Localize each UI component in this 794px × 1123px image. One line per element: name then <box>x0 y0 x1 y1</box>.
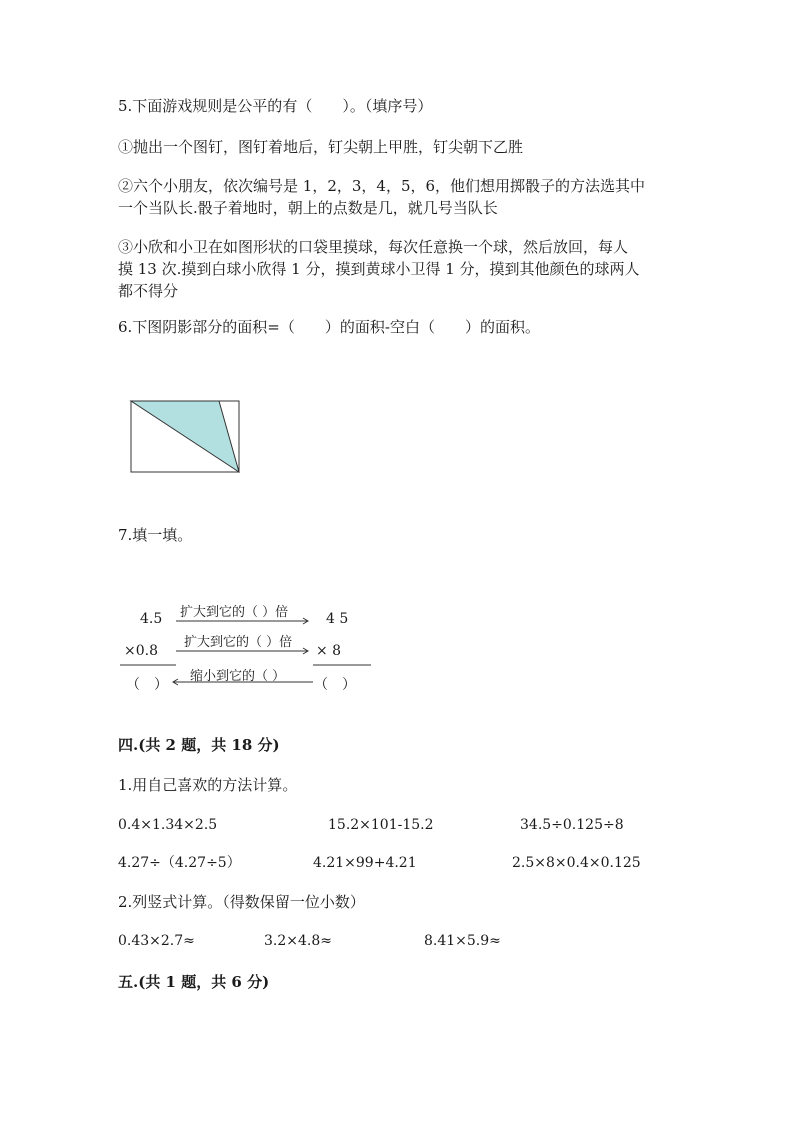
q5-option-1: ①抛出一个图钉，图钉着地后，钉尖朝上甲胜，钉尖朝下乙胜 <box>118 138 524 156</box>
fill-in-diagram <box>118 595 388 700</box>
calc-item: 4.27÷（4.27÷5） <box>118 855 241 871</box>
section-4-heading: 四.(共 2 题，共 18 分) <box>118 736 280 754</box>
vertical-calc-item: 0.43×2.7≈ <box>118 933 195 949</box>
blank-right: （ ） <box>314 677 356 693</box>
vertical-calc-item: 3.2×4.8≈ <box>264 933 332 949</box>
calc-item: 2.5×8×0.4×0.125 <box>512 855 641 871</box>
q5-option-3-line-1: ③小欣和小卫在如图形状的口袋里摸球，每次任意换一个球，然后放回，每人 <box>118 238 629 256</box>
top-right-number: 4 5 <box>326 611 349 627</box>
calc-item: 0.4×1.34×2.5 <box>118 817 218 833</box>
top-left-number: 4.5 <box>140 611 163 627</box>
calc-item: 4.21×99+4.21 <box>313 855 417 871</box>
arrow-2-label: 扩大到它的（ ）倍 <box>184 635 293 650</box>
calc-item: 34.5÷0.125÷8 <box>520 817 624 833</box>
q7-title: 7.填一填。 <box>118 526 193 544</box>
q6-title: 6.下图阴影部分的面积=（ ）的面积-空白（ ）的面积。 <box>118 318 540 336</box>
q5-option-2-line-1: ②六个小朋友，依次编号是 1，2，3，4，5，6，他们想用掷骰子的方法选其中 <box>118 177 646 195</box>
s4-q2-title: 2.列竖式计算。（得数保留一位小数） <box>118 893 365 911</box>
multiplier-right: × 8 <box>316 643 342 659</box>
q5-option-3-line-2: 摸 13 次.摸到白球小欣得 1 分，摸到黄球小卫得 1 分，摸到其他颜色的球两人 <box>118 260 640 278</box>
multiplier-left: ×0.8 <box>124 643 158 659</box>
arrow-1-label: 扩大到它的（ ）倍 <box>180 605 289 620</box>
shaded-area-figure <box>128 398 246 476</box>
calc-item: 15.2×101-15.2 <box>328 817 434 833</box>
vertical-calc-item: 8.41×5.9≈ <box>424 933 501 949</box>
section-5-heading: 五.(共 1 题，共 6 分) <box>118 973 270 991</box>
q5-option-3-line-3: 都不得分 <box>118 282 179 300</box>
blank-left: （ ） <box>126 677 168 693</box>
q5-title: 5.下面游戏规则是公平的有（ ）。（填序号） <box>118 97 433 115</box>
q5-option-2-line-2: 一个当队长.骰子着地时，朝上的点数是几，就几号当队长 <box>118 199 498 217</box>
arrow-3-label: 缩小到它的（ ） <box>190 669 286 684</box>
s4-q1-title: 1.用自己喜欢的方法计算。 <box>118 776 298 794</box>
